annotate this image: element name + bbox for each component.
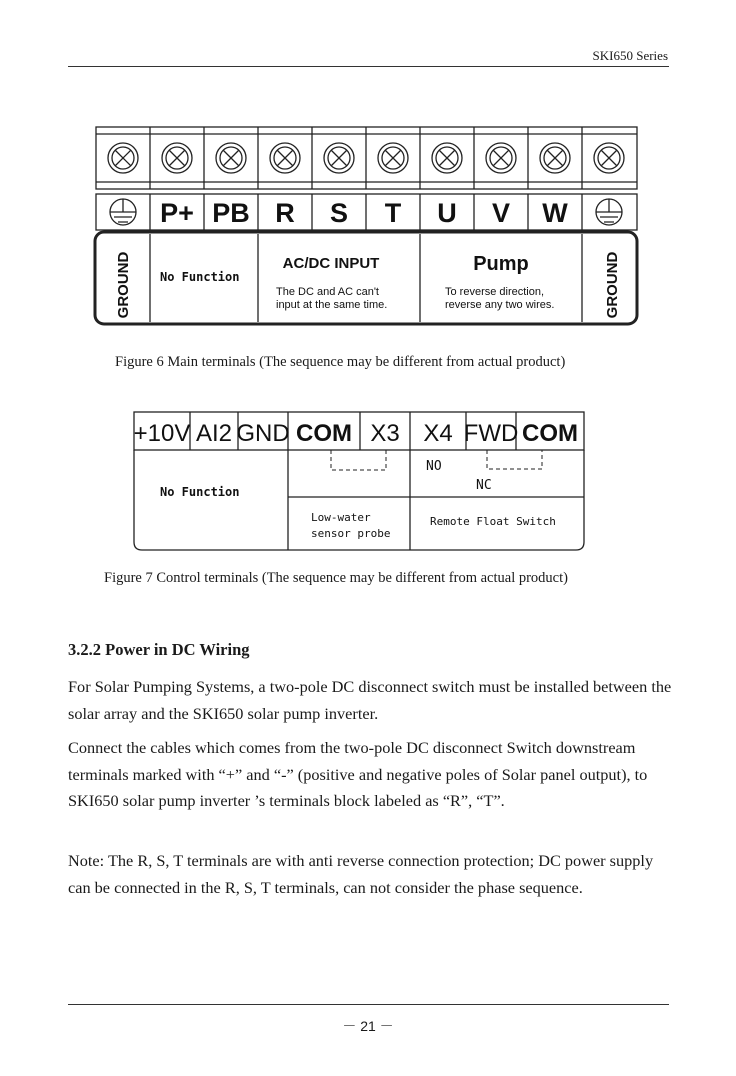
terminal-label-v: V — [491, 198, 511, 228]
terminal-label-t: T — [384, 198, 402, 228]
control-label-fwd: FWD — [463, 420, 519, 447]
ac-dc-note-line-1: The DC and AC can't — [276, 286, 379, 298]
ground-label-left: GROUND — [115, 251, 132, 319]
screw-icon — [216, 143, 246, 173]
figure-6-caption: Figure 6 Main terminals (The sequence may be different from actual product) — [115, 354, 566, 370]
screw-icon — [540, 143, 570, 173]
ac-dc-input-title: AC/DC INPUT — [282, 255, 380, 272]
control-label-ai2: AI2 — [195, 420, 233, 447]
screw-icon — [270, 143, 300, 173]
control-terminals-diagram — [0, 400, 736, 560]
pump-note-line-2: reverse any two wires. — [445, 299, 555, 311]
pump-note-line-1: To reverse direction, — [445, 286, 545, 298]
main-terminals-diagram — [0, 0, 736, 340]
control-label-x4: X4 — [423, 420, 453, 447]
section-heading: 3.2.2 Power in DC Wiring — [68, 640, 250, 659]
footer-rule — [68, 1004, 669, 1005]
page-number: － 21 － — [342, 1018, 394, 1034]
paragraph-cable-connection: Connect the cables which comes from the two-pole DC disconnect Switch downstream terminals marked with “+” and “-” (positive and negative poles of Solar panel output), to SKI650 solar pump inverter ’s terminals block labeled as “R”, “T”. — [68, 738, 648, 810]
terminal-label-p-plus: P+ — [160, 198, 194, 228]
screw-icon — [324, 143, 354, 173]
control-no-function-label: No Function — [160, 485, 240, 499]
no-function-label: No Function — [160, 270, 240, 284]
control-label-com-1: COM — [296, 420, 352, 447]
float-switch-wire — [487, 450, 542, 469]
terminal-label-u: U — [437, 198, 457, 228]
terminal-label-pb: PB — [212, 198, 250, 228]
low-water-probe-wire — [331, 450, 386, 470]
nc-contact-label: NC — [476, 478, 492, 493]
no-contact-label: NO — [426, 459, 442, 474]
screw-icon — [486, 143, 516, 173]
paragraph-note: Note: The R, S, T terminals are with anti reverse connection protection; DC power supply can be connected in the R, S, T terminals, can not consider the phase sequence. — [68, 851, 654, 897]
control-label-10v: +10V — [133, 420, 191, 447]
ground-label-right: GROUND — [604, 251, 621, 319]
pump-title: Pump — [473, 253, 529, 275]
remote-float-switch-label: Remote Float Switch — [430, 515, 556, 528]
terminal-label-w: W — [542, 198, 568, 228]
screw-icon — [378, 143, 408, 173]
low-water-label-line-1: Low-water — [311, 511, 371, 524]
screw-icon — [162, 143, 192, 173]
screw-icon — [108, 143, 138, 173]
control-label-gnd: GND — [236, 420, 290, 447]
ac-dc-note-line-2: input at the same time. — [276, 299, 388, 311]
terminal-label-s: S — [329, 198, 349, 228]
low-water-label-line-2: sensor probe — [311, 527, 391, 540]
terminal-label-r: R — [275, 198, 295, 228]
figure-7-caption: Figure 7 Control terminals (The sequence may be different from actual product) — [104, 570, 568, 586]
control-label-com-2: COM — [522, 420, 578, 447]
paragraph-dc-switch: For Solar Pumping Systems, a two-pole DC disconnect switch must be installed between the solar array and the SKI650 solar pump inverter. — [68, 677, 672, 723]
control-label-x3: X3 — [370, 420, 400, 447]
screw-icon — [432, 143, 462, 173]
screw-icon — [594, 143, 624, 173]
header-series-label: SKI650 Series — [592, 48, 668, 63]
